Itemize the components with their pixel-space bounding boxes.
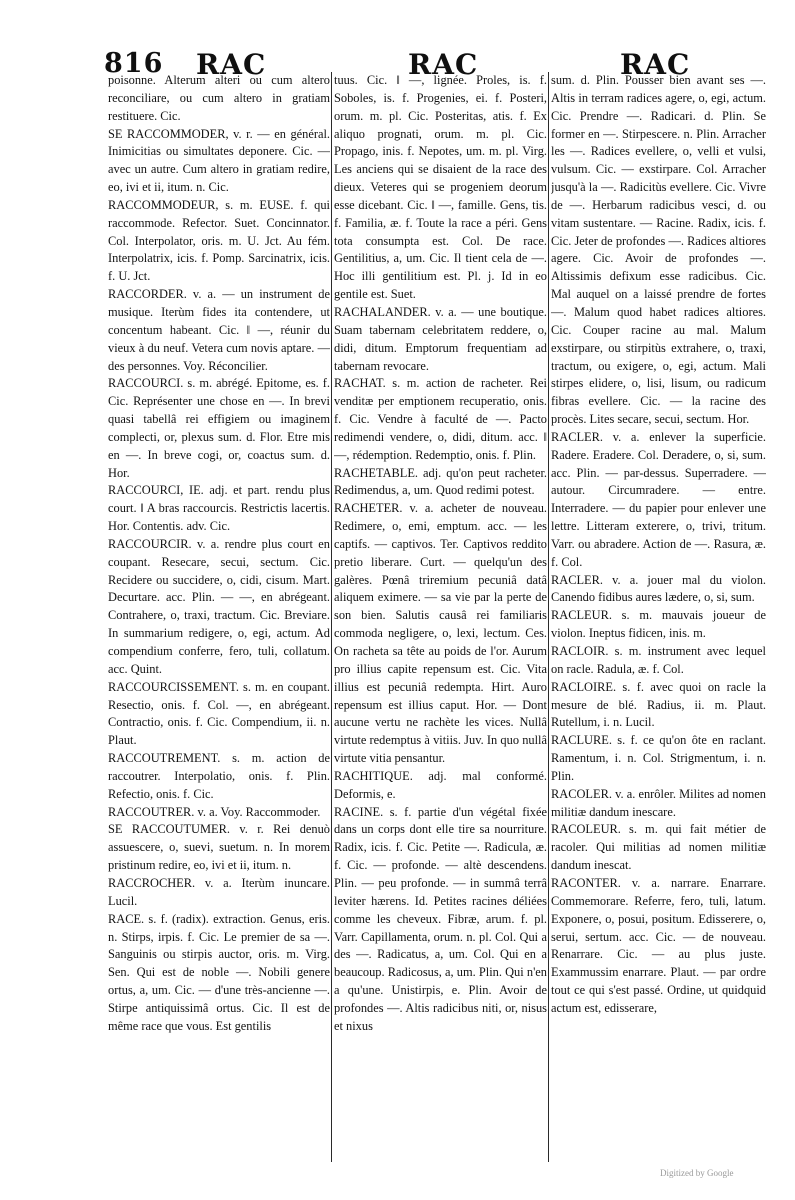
entry: RACLOIR. s. m. instrument avec lequel on racle. Radula, æ. f. Col. (551, 644, 766, 676)
entry: RACCOURCIR. v. a. rendre plus court en coupant. Resecare, secui, sectum. Cic. Recidere ou succidere, o, cidi, cisum. Mart. Decurtare. acc. Plin. — —, en abrégeant. Contrahere, o, traxi, tractum. Cic. Breviare. In summarium redigere, o, egi, actum. Ad compendium conferre, fero, tuli, collatum. acc. Quint. (108, 536, 330, 676)
entry: RACCOMMODEUR, s. m. EUSE. f. qui raccommode. Refector. Suet. Concinnator. Col. Interpolator, oris. m. U. Jct. Au fém. Interpolatrix, icis. f. Pomp. Sarcinatrix, icis. f. U. Jct. (108, 197, 330, 284)
entry: RACCOURCI. s. m. abrégé. Epitome, es. f. Cic. Représenter une chose en —. In brevi quasi tabellâ rei effigiem ou imaginem complecti, or, plexus sum. d. Flor. Etre mis en —. In breve cogi, or, coactus sum. d. Hor. (108, 376, 330, 480)
entry: RACHETABLE. adj. qu'on peut racheter. Redimendus, a, um. Quod redimi potest. (334, 465, 547, 498)
guide-word-right: RAC (620, 48, 691, 81)
entry: RACCOURCI, IE. adj. et part. rendu plus court. ‖ A bras raccourcis. Restrictis lacertis. Hor. Contentis. adv. Cic. (108, 483, 330, 534)
entry: RACE. s. f. (radix). extraction. Genus, eris. n. Stirps, irpis. f. Cic. Le premier de sa —. Sanguinis ou stirpis auctor, oris. m. Virg. Sen. Qui est de noble —. Nobili genere ortus, a, um. Cic. — d'une très-ancienne —. Stirpe antiquissimâ ortus. Cic. Il est de même race que vous. Est gentilis (108, 911, 330, 1033)
entry: RACINE. s. f. partie d'un végétal fixée dans un corps dont elle tire sa nourriture. Radix, icis. f. Cic. Petite —. Radicula, æ. f. Cic. — profonde. — altè descendens. Plin. — peu profonde. — in summâ terrâ leviter hærens. Id. Petites racines déliées comme les cheveux. Fibræ, arum. f. pl. Varr. Capillamenta, orum. n. pl. Col. Qui a des —. Radicatus, a, um. Col. Qui en a beaucoup. Radicosus, a, um. Plin. Qui n'en a qu'une. Unistirpis, e. Plin. Avoir de profondes —. Altis radicibus niti, or, nisus et nixus (334, 804, 547, 1033)
entry: RACLURE. s. f. ce qu'on ôte en raclant. Ramentum, i. n. Col. Strigmentum, i. n. Plin. (551, 733, 766, 783)
entry: poisonne. Alterum alteri ou cum altero reconciliare, ou cum altero in gratiam restituere. Cic. (108, 73, 330, 123)
column-middle (334, 72, 547, 1172)
guide-word-left: RAC (196, 48, 267, 81)
page-number: 816 (104, 48, 164, 79)
entry: RACCORDER. v. a. — un instrument de musique. Iterùm fides ita contendere, ut concentum habeant. Cic. ‖ —, réunir du vieux à du neuf. Vetera cum novis aptare. — des personnes. Voy. Réconcilier. (108, 287, 330, 373)
entry: RACLOIRE. s. f. avec quoi on racle la mesure de blé. Radius, ii. m. Plaut. Rutellum, i. n. Lucil. (551, 679, 766, 730)
entry: RACCOUTRER. v. a. Voy. Raccommoder. (108, 804, 321, 819)
entry: tuus. Cic. ‖ —, lignée. Proles, is. f. Soboles, is. f. Progenies, ei. f. Posteri, orum. m. pl. Cic. Posteritas, atis. f. Ex aliquo prognati, orum. m. pl. Cic. Propago, inis. f. Nepotes, um. m. pl. Virg. Les anciens qui se disaient de la race des dieux. Veteres qui se progeniem deorum esse dicebant. Cic. ‖ —, famille. Gens, tis. f. Familia, æ. f. Toute la race a péri. Gens tota consumpta est. Col. De race. Gentilitius, a, um. Cic. Il tient cela de —. Hoc illi gentilitium est. Pl. j. Id in eo gentile est. Suet. (334, 73, 547, 302)
column-left (108, 72, 330, 1172)
column-divider-1 (331, 72, 332, 1162)
entry: RACHAT. s. m. action de racheter. Rei venditæ per emptionem recuperatio, onis. f. Cic. Vendre à faculté de —. Pacto redimendi vendere, o, didi, ditum. acc. ‖ —, rédemption. Redemptio, onis. f. Plin. (334, 376, 547, 462)
entry: SE RACCOUTUMER. v. r. Rei denuò assuescere, o, suevi, suetum. n. In morem pristinum redire, eo, ivi et ii, itum. n. (108, 822, 330, 873)
entry: RACCROCHER. v. a. Iterùm inuncare. Lucil. (108, 875, 330, 908)
entry: RACLER. v. a. jouer mal du violon. Canendo fidibus aures lædere, o, si, sum. (551, 572, 766, 605)
entry: sum. d. Plin. Pousser bien avant ses —. Altis in terram radices agere, o, egi, actum. Cic. Prendre —. Radicari. d. Plin. Se former en —. Stirpescere. n. Plin. Arracher les —. Radices evellere, o, velli et vulsi, vulsum. Cic. — exstirpare. Col. Arracher jusqu'à la —. Radicitùs evellere. Cic. Vivre de —. Herbarum radicibus vesci, d. ou vitam sustentare. — Racine. Radix, icis. f. Cic. Jeter de profondes —. Radices altiores agere. Cic. Avoir de profondes —. Altissimis defixum esse radicibus. Cic. Mal auquel on a laissé prendre de fortes —. Malum quod habet radices altiores. Cic. Couper racine au mal. Malum exstirpare, ou stirpitùs extrahere, o, traxi, tractum, ou exigere, o, egi, actum. Mali stirpes elidere, o, lisi, lisum, ou radicum fibras evellere. Cic. — la racine des procès. Lites secare, secui, sectum. Hor. (551, 73, 766, 427)
entry: RACLEUR. s. m. mauvais joueur de violon. Ineptus fidicen, inis. m. (551, 608, 766, 641)
entry: RACCOUTREMENT. s. m. action de raccoutrer. Interpolatio, onis. f. Plin. Refectio, onis. f. Cic. (108, 751, 330, 801)
entry: RACLER. v. a. enlever la superficie. Radere. Eradere. Col. Deradere, o, si, sum. acc. Plin. — par-dessus. Superradere. — autour. Circumradere. — entre. Interradere. — du papier pour enlever une lettre. Litteram exterere, o, trivi, tritum. Varr. ou abradere. Action de —. Rasura, æ. f. Col. (551, 429, 766, 569)
entry: RACONTER. v. a. narrare. Enarrare. Commemorare. Referre, fero, tuli, latum. Exponere, o, posui, positum. Edisserere, o, serui, sertum. acc. Cic. — de nouveau. Renarrare. Cic. — au plus juste. Exammussim enarrare. Plaut. — par ordre tout ce qui s'est passé. Ordine, ut quidquid actum est, edisserare, (551, 875, 766, 1015)
column-right (551, 72, 766, 1172)
digitizer-watermark: Digitized by Google (660, 1168, 734, 1178)
entry: RACHETER. v. a. acheter de nouveau. Redimere, o, emi, emptum. acc. — les captifs. — captivos. Ter. Captivos reddito pretio liberare. Curt. — quelqu'un des galères. Pœnâ triremium pecuniâ datâ aliquem eximere. — sa vie par la perte de son bien. Salutis causâ rei familiaris commoda negligere, o, lexi, lectum. Ces. On racheta sa tête au poids de l'or. Aurum pro illius capite repensum est. Cic. Vita illius est pecuniâ redempta. Hirt. Auro repensum est illius caput. Hor. — Dont aucune vertu ne rachète les vices. Nullâ virtute redemptus à vitiis. Juv. In quo nullâ virtute vitia pensantur. (334, 501, 547, 766)
column-divider-2 (548, 72, 549, 1162)
entry: RACOLER. v. a. enrôler. Milites ad nomen militiæ dandum inescare. (551, 786, 766, 819)
entry: RACHITIQUE. adj. mal conformé. Deformis, e. (334, 768, 547, 801)
entry: RACHALANDER. v. a. — une boutique. Suam tabernam celebritatem reddere, o, didi, ditum. Emptorum frequentiam ad tabernam revocare. (334, 304, 547, 373)
entry: RACOLEUR. s. m. qui fait métier de racoler. Qui militias ad nomen militiæ dandum inescat. (551, 822, 766, 873)
entry: RACCOURCISSEMENT. s. m. en coupant. Resectio, onis. f. Col. —, en abrégeant. Contractio, onis. f. Cic. Compendium, ii. n. Plaut. (108, 679, 330, 748)
entry: SE RACCOMMODER, v. r. — en général. Inimicitias ou simultates deponere. Cic. — avec un autre. Cum altero in gratiam redire, eo, ivi et ii, itum. n. Cic. (108, 126, 330, 195)
guide-word-center: RAC (408, 48, 479, 81)
